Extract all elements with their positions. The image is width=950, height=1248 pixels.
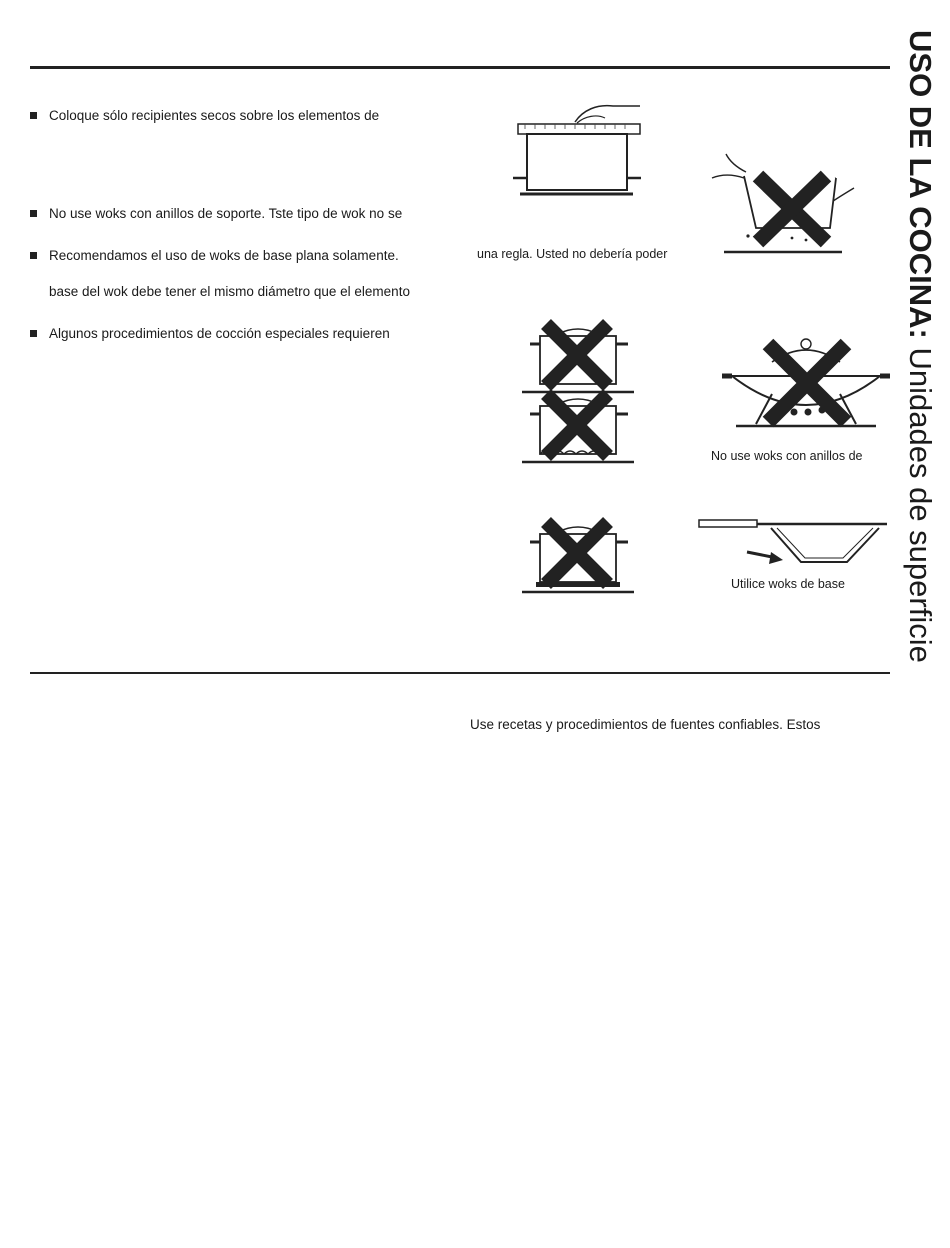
pot-crossed-illustration-1: [522, 322, 634, 396]
bullet-square-icon: [30, 210, 37, 217]
bullet-dry-pans: [30, 108, 379, 123]
section-title-light: Unidades de superficie: [903, 347, 938, 663]
section-title: [905, 30, 936, 663]
bullet-square-icon: [30, 252, 37, 259]
bullet-flat-wok: [30, 248, 399, 263]
bullet-square-icon: [30, 112, 37, 119]
wok-ring-crossed-illustration: [722, 334, 890, 432]
pot-crossed-illustration-2: [522, 392, 634, 466]
bullet-wok-rings: [30, 206, 402, 221]
recipes-text: Use recetas y procedimientos de fuentes confiables. Estos: [470, 717, 821, 732]
pot-ruler-illustration: [505, 96, 655, 201]
wet-pot-crossed-illustration: [708, 148, 858, 256]
bullet-text: Coloque sólo recipientes secos sobre los elementos de: [49, 108, 380, 123]
bullet-text: Recomendamos el uso de woks de base plana solamente.: [49, 248, 399, 263]
top-rule: [30, 66, 890, 69]
ruler-caption: una regla. Usted no debería poder: [477, 247, 668, 261]
flat-wok-caption: Utilice woks de base: [731, 577, 845, 591]
section-divider: [30, 672, 890, 674]
flat-wok-illustration: [697, 514, 889, 570]
bullet-text: No use woks con anillos de soporte. Tste tipo de wok no se: [49, 206, 403, 221]
bullet-square-icon: [30, 330, 37, 337]
flat-wok-continuation: base del wok debe tener el mismo diámetro que el elemento: [49, 284, 410, 299]
pot-crossed-illustration-3: [522, 520, 634, 594]
bullet-special-procedures: [30, 326, 390, 341]
wok-ring-caption: No use woks con anillos de: [711, 449, 863, 463]
section-title-bold: USO DE LA COCINA:: [903, 30, 938, 339]
bullet-text: Algunos procedimientos de cocción especiales requieren: [49, 326, 390, 341]
